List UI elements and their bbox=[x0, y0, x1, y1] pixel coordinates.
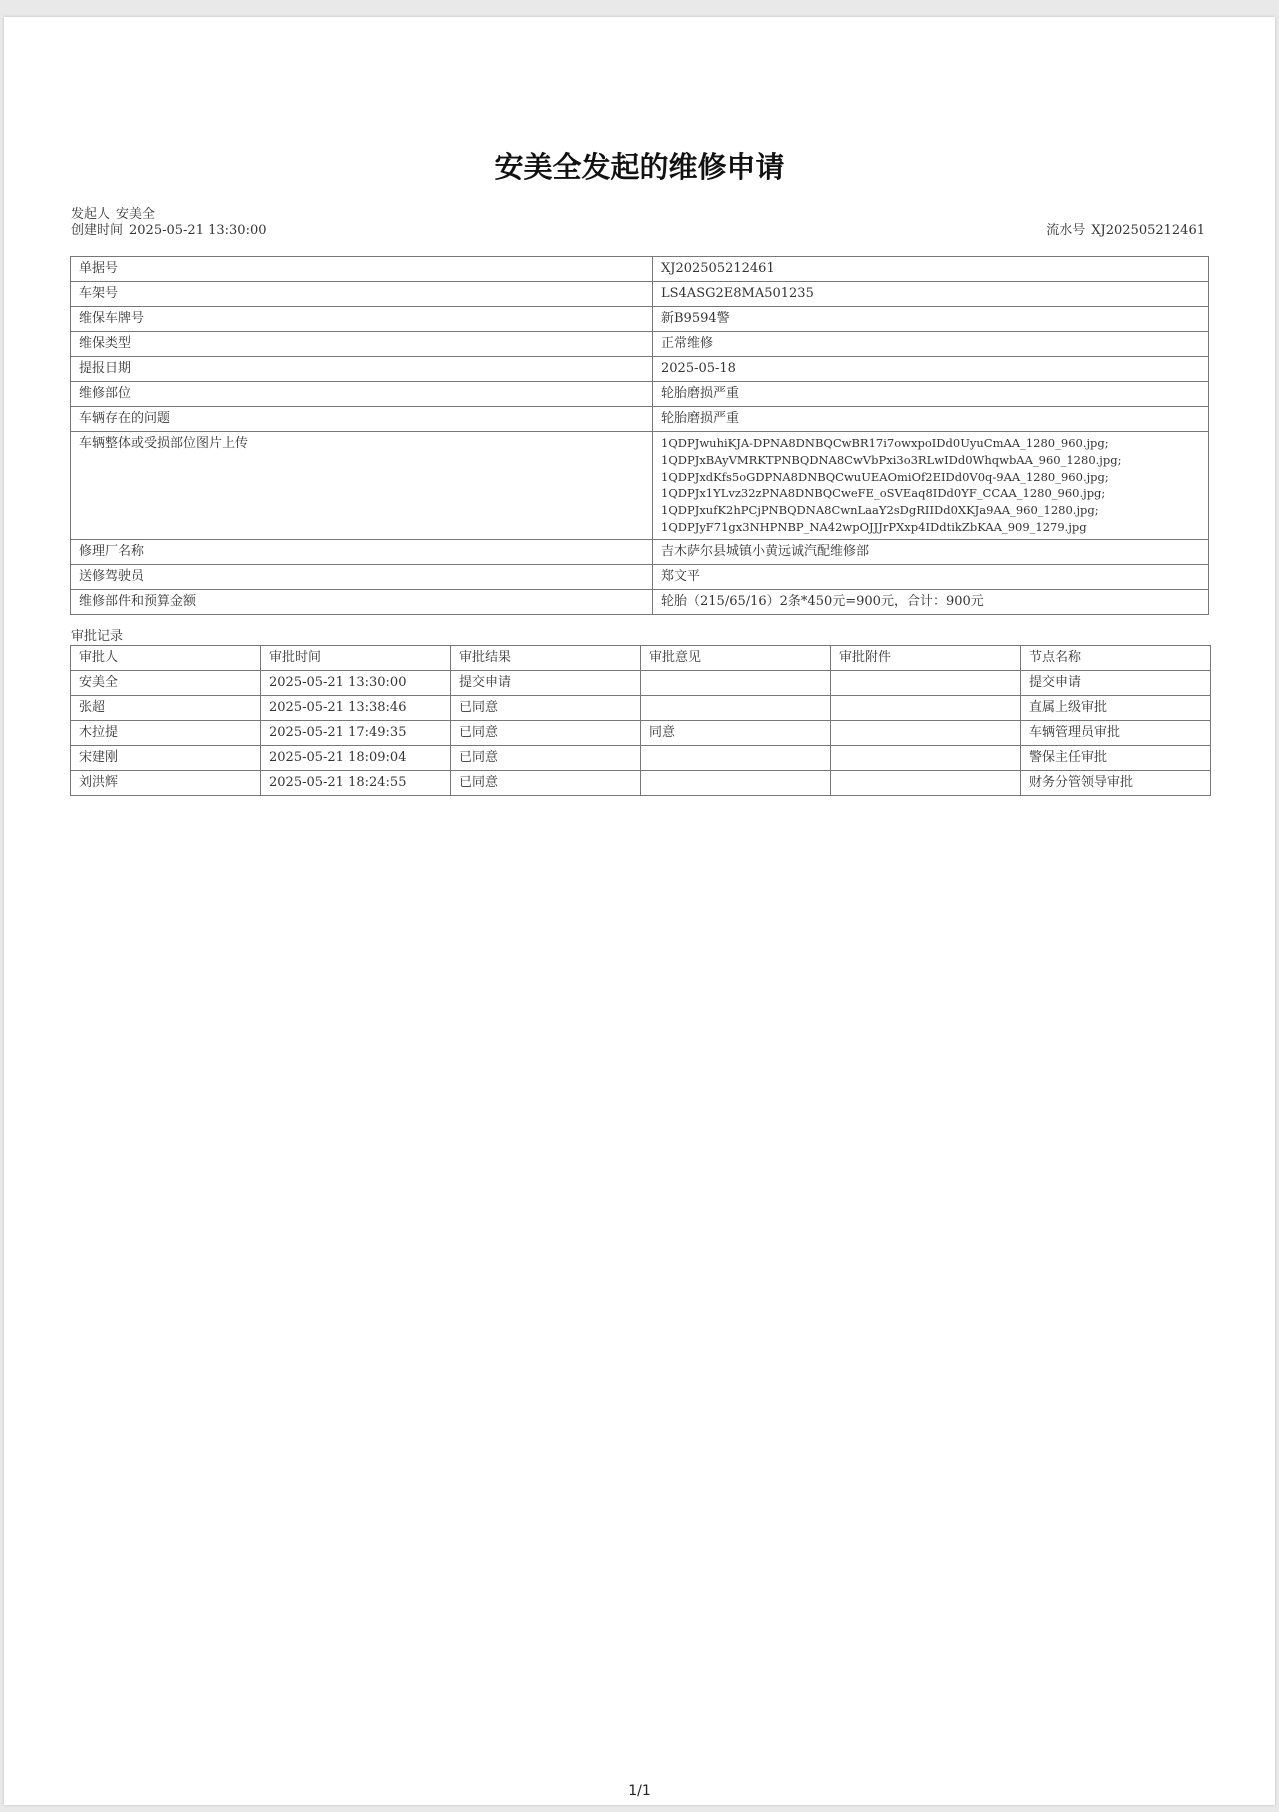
row-label: 维保车牌号 bbox=[71, 307, 653, 332]
approver-cell: 安美全 bbox=[71, 671, 261, 696]
approval-result-cell: 已同意 bbox=[451, 721, 641, 746]
table-row-images bbox=[71, 432, 1209, 540]
row-label: 单据号 bbox=[71, 257, 653, 282]
image-file-link[interactable]: 1QDPJxBAyVMRKTPNBQDNA8CwVbPxi3o3RLwIDd0WhqwbAA_960_1280.jpg; bbox=[661, 452, 1122, 467]
approval-attachment-cell bbox=[831, 746, 1021, 771]
approval-table bbox=[70, 645, 1211, 796]
approval-result-cell: 已同意 bbox=[451, 771, 641, 796]
row-label: 提报日期 bbox=[71, 357, 653, 382]
image-file-link[interactable]: 1QDPJxdKfs5oGDPNA8DNBQCwuUEAOmiOf2EIDd0V0q-9AA_1280_960.jpg; bbox=[661, 469, 1109, 484]
document-page bbox=[4, 17, 1275, 1805]
initiator-value: 安美全 bbox=[116, 207, 156, 222]
approval-attachment-cell bbox=[831, 721, 1021, 746]
column-header: 审批意见 bbox=[641, 646, 831, 671]
column-header: 节点名称 bbox=[1021, 646, 1211, 671]
approval-time-cell: 2025-05-21 18:24:55 bbox=[261, 771, 451, 796]
row-label: 车辆整体或受损部位图片上传 bbox=[71, 432, 653, 540]
approval-attachment-cell bbox=[831, 771, 1021, 796]
table-row bbox=[71, 332, 1209, 357]
created-label: 创建时间 bbox=[71, 223, 124, 238]
table-row bbox=[71, 282, 1209, 307]
node-name-cell: 财务分管领导审批 bbox=[1021, 771, 1211, 796]
approval-result-cell: 已同意 bbox=[451, 696, 641, 721]
approval-attachment-cell bbox=[831, 696, 1021, 721]
row-label: 维修部件和预算金额 bbox=[71, 589, 653, 614]
approval-time-cell: 2025-05-21 18:09:04 bbox=[261, 746, 451, 771]
serial-label: 流水号 bbox=[1046, 223, 1086, 238]
table-row bbox=[71, 589, 1209, 614]
image-file-link[interactable]: 1QDPJyF71gx3NHPNBP_NA42wpOJJJrPXxp4IDdtikZbKAA_909_1279.jpg bbox=[661, 519, 1087, 534]
row-label: 车辆存在的问题 bbox=[71, 407, 653, 432]
approver-cell: 木拉提 bbox=[71, 721, 261, 746]
approval-time-cell: 2025-05-21 17:49:35 bbox=[261, 721, 451, 746]
serial-line bbox=[1046, 223, 1205, 239]
table-row bbox=[71, 564, 1209, 589]
node-name-cell: 警保主任审批 bbox=[1021, 746, 1211, 771]
row-value: 新B9594警 bbox=[653, 307, 1209, 332]
approval-time-cell: 2025-05-21 13:38:46 bbox=[261, 696, 451, 721]
approval-opinion-cell bbox=[641, 696, 831, 721]
node-name-cell: 直属上级审批 bbox=[1021, 696, 1211, 721]
row-label: 送修驾驶员 bbox=[71, 564, 653, 589]
image-file-link[interactable]: 1QDPJx1YLvz32zPNA8DNBQCweFE_oSVEaq8IDd0YF_CCAA_1280_960.jpg; bbox=[661, 486, 1106, 501]
detail-table bbox=[70, 256, 1209, 615]
image-file-link[interactable]: 1QDPJwuhiKJA-DPNA8DNBQCwBR17i7owxpoIDd0UyuCmAA_1280_960.jpg; bbox=[661, 436, 1109, 450]
table-row bbox=[71, 357, 1209, 382]
table-row bbox=[71, 771, 1211, 796]
column-header: 审批时间 bbox=[261, 646, 451, 671]
row-value: 轮胎磨损严重 bbox=[653, 407, 1209, 432]
approval-opinion-cell bbox=[641, 771, 831, 796]
approval-result-cell: 提交申请 bbox=[451, 671, 641, 696]
initiator-label: 发起人 bbox=[71, 207, 111, 222]
node-name-cell: 提交申请 bbox=[1021, 671, 1211, 696]
table-row bbox=[71, 671, 1211, 696]
created-line bbox=[71, 223, 267, 239]
row-label: 车架号 bbox=[71, 282, 653, 307]
created-value: 2025-05-21 13:30:00 bbox=[129, 223, 267, 238]
table-header-row bbox=[71, 646, 1211, 671]
approval-opinion-cell bbox=[641, 671, 831, 696]
row-label: 修理厂名称 bbox=[71, 539, 653, 564]
column-header: 审批结果 bbox=[451, 646, 641, 671]
approval-attachment-cell bbox=[831, 671, 1021, 696]
approval-opinion-cell bbox=[641, 746, 831, 771]
row-value: LS4ASG2E8MA501235 bbox=[653, 282, 1209, 307]
approval-result-cell: 已同意 bbox=[451, 746, 641, 771]
table-row bbox=[71, 746, 1211, 771]
table-row bbox=[71, 382, 1209, 407]
row-value: 吉木萨尔县城镇小黄远诚汽配维修部 bbox=[653, 539, 1209, 564]
page-number: 1/1 bbox=[628, 1783, 651, 1799]
approval-section-title: 审批记录 bbox=[71, 629, 124, 644]
approver-cell: 宋建刚 bbox=[71, 746, 261, 771]
table-row bbox=[71, 539, 1209, 564]
initiator-line bbox=[71, 207, 155, 223]
row-value: XJ202505212461 bbox=[653, 257, 1209, 282]
row-value: 轮胎磨损严重 bbox=[653, 382, 1209, 407]
table-row bbox=[71, 696, 1211, 721]
image-file-list bbox=[653, 432, 1209, 540]
table-row bbox=[71, 257, 1209, 282]
node-name-cell: 车辆管理员审批 bbox=[1021, 721, 1211, 746]
column-header: 审批人 bbox=[71, 646, 261, 671]
row-value: 轮胎（215/65/16）2条*450元=900元，合计：900元 bbox=[653, 589, 1209, 614]
row-label: 维修部位 bbox=[71, 382, 653, 407]
approval-opinion-cell: 同意 bbox=[641, 721, 831, 746]
table-row bbox=[71, 721, 1211, 746]
approval-time-cell: 2025-05-21 13:30:00 bbox=[261, 671, 451, 696]
row-value: 2025-05-18 bbox=[653, 357, 1209, 382]
row-label: 维保类型 bbox=[71, 332, 653, 357]
row-value: 郑文平 bbox=[653, 564, 1209, 589]
approver-cell: 张超 bbox=[71, 696, 261, 721]
page-title: 安美全发起的维修申请 bbox=[494, 150, 785, 184]
approver-cell: 刘洪辉 bbox=[71, 771, 261, 796]
column-header: 审批附件 bbox=[831, 646, 1021, 671]
image-file-link[interactable]: 1QDPJxufK2hPCjPNBQDNA8CwnLaaY2sDgRIIDd0XKJa9AA_960_1280.jpg; bbox=[661, 503, 1099, 518]
serial-value: XJ202505212461 bbox=[1091, 223, 1205, 238]
row-value: 正常维修 bbox=[653, 332, 1209, 357]
table-row bbox=[71, 307, 1209, 332]
table-row bbox=[71, 407, 1209, 432]
